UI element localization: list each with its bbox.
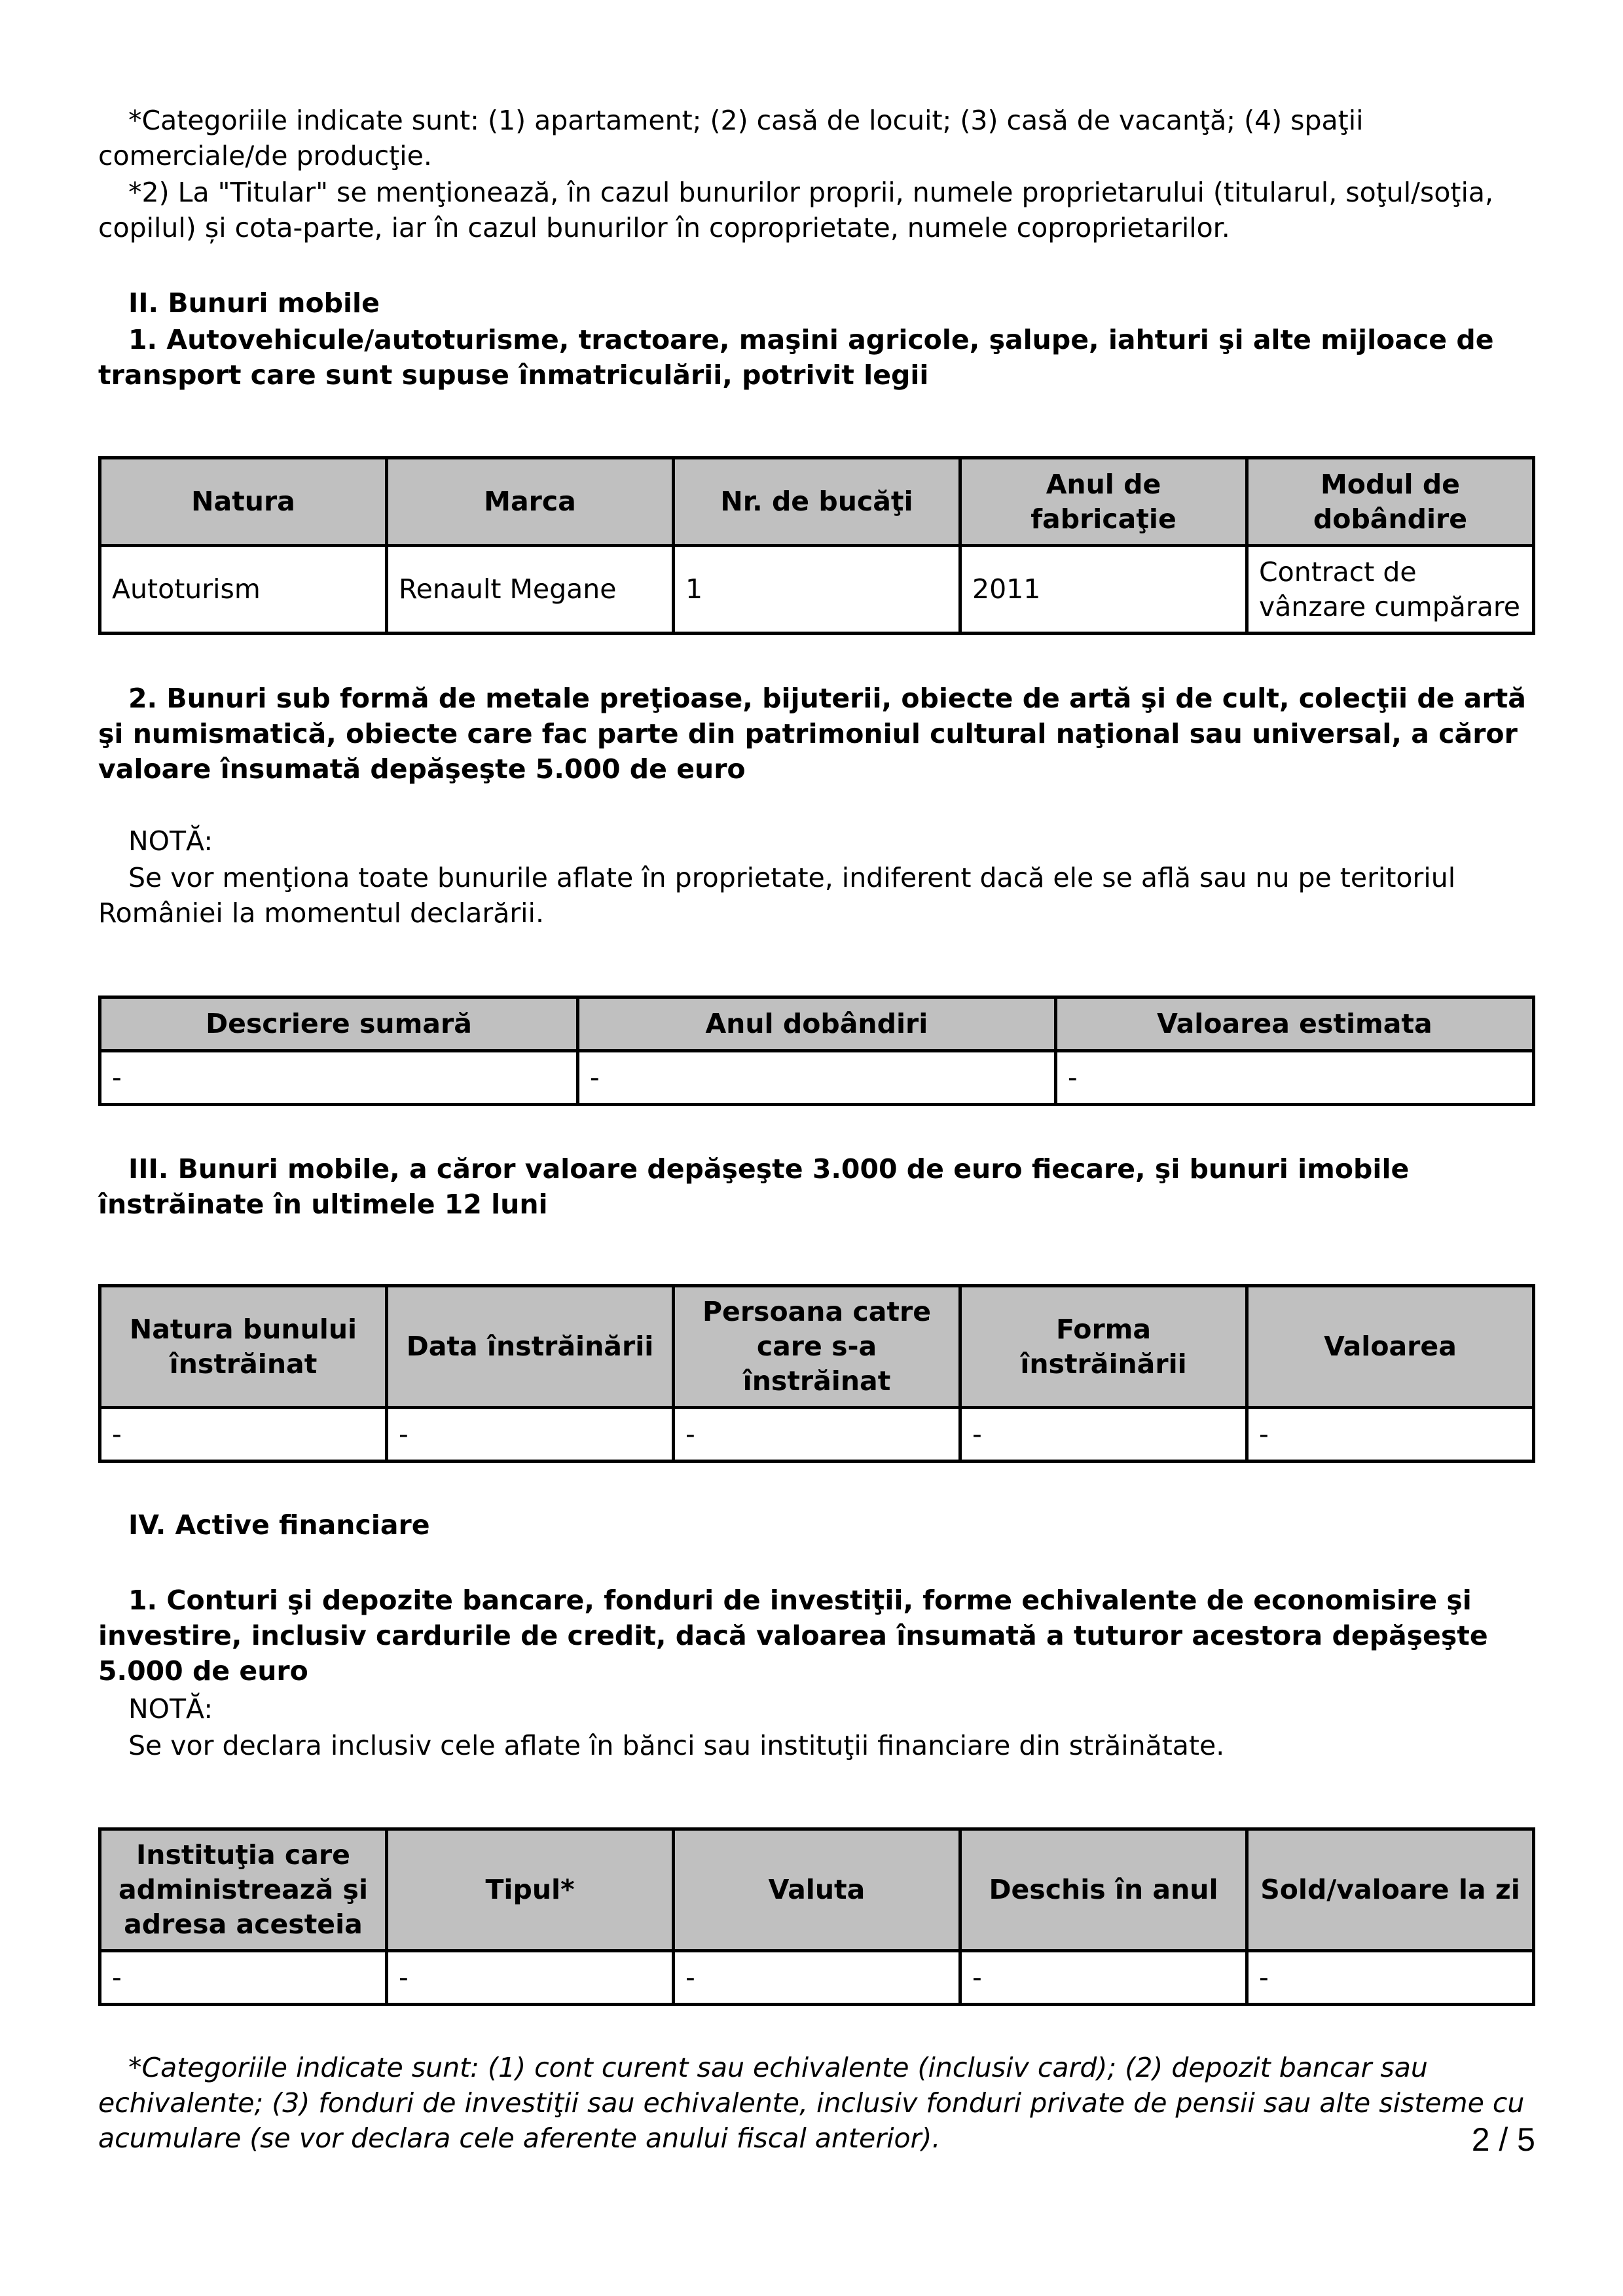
column-header: Anul de fabricaţie — [960, 458, 1247, 546]
valuables-table — [98, 996, 1535, 1106]
nota-text: Se vor menţiona toate bunurile aflate în proprietate, indiferent dacă ele se află sau nu pe teritoriul României la momentul declarării. — [98, 862, 1456, 929]
column-header: Anul dobândiri — [577, 997, 1055, 1051]
table-row — [100, 1051, 1534, 1105]
table-cell: 1 — [674, 546, 960, 634]
column-header: Data înstrăinării — [387, 1286, 674, 1408]
table-cell: - — [100, 1408, 387, 1462]
table-row — [100, 1951, 1534, 2005]
table-cell: - — [960, 1408, 1247, 1462]
alienated-goods-table — [98, 1284, 1535, 1463]
table-cell: Autoturism — [100, 546, 387, 634]
column-header: Valoarea — [1247, 1286, 1534, 1408]
table-cell: - — [674, 1951, 960, 2005]
column-header: Sold/valoare la zi — [1247, 1829, 1534, 1951]
column-header: Modul de dobândire — [1247, 458, 1534, 546]
column-header: Forma înstrăinării — [960, 1286, 1247, 1408]
section-iii-title: III. Bunuri mobile, a căror valoare depăşeşte 3.000 de euro fiecare, şi bunuri imobile înstrăinate în ultimele 12 luni — [98, 1153, 1410, 1220]
section-iv-title: IV. Active financiare — [128, 1509, 430, 1541]
column-header: Descriere sumară — [100, 997, 578, 1051]
section-ii-1-title: 1. Autovehicule/autoturisme, tractoare, maşini agricole, şalupe, iahturi şi alte mijloace de transport care sunt supuse înmatriculării, potrivit legii — [98, 324, 1494, 391]
table-cell: - — [387, 1951, 674, 2005]
column-header: Persoana catre care s-a înstrăinat — [674, 1286, 960, 1408]
table-header-row — [100, 1829, 1534, 1951]
table-header-row — [100, 458, 1534, 546]
column-header: Nr. de bucăţi — [674, 458, 960, 546]
table-cell: - — [100, 1051, 578, 1105]
table-cell: - — [1247, 1951, 1534, 2005]
column-header: Marca — [387, 458, 674, 546]
table-header-row — [100, 1286, 1534, 1408]
vehicles-table — [98, 456, 1535, 635]
section-ii-2-title: 2. Bunuri sub formă de metale preţioase, bijuterii, obiecte de artă şi de cult, colecţii de artă şi numismatică, obiecte care fac parte din patrimoniul cultural naţional sau universal, a căror valoare însumată depăşeşte 5.000 de euro — [98, 683, 1526, 785]
section-iv-1-title: 1. Conturi şi depozite bancare, fonduri de investiţii, forme echivalente de economisire şi investire, inclusiv cardurile de credit, dacă valoarea însumată a tuturor acestora depăşeşte 5.000 de euro — [98, 1585, 1488, 1687]
accounts-footnote: *Categoriile indicate sunt: (1) cont curent sau echivalente (inclusiv card); (2) depozit bancar sau echivalente; (3) fonduri de investiţii sau echivalente, inclusiv fonduri private de pensii sau alte sisteme cu acumulare (se vor declara cele aferente anului fiscal anterior). — [98, 2052, 1525, 2154]
table-row — [100, 546, 1534, 634]
bank-accounts-table — [98, 1827, 1535, 2006]
table-cell: - — [1247, 1408, 1534, 1462]
page-number: 2 / 5 — [1471, 2121, 1535, 2158]
table-cell: - — [674, 1408, 960, 1462]
table-cell: 2011 — [960, 546, 1247, 634]
table-cell: - — [100, 1951, 387, 2005]
column-header: Tipul* — [387, 1829, 674, 1951]
category-note: *Categoriile indicate sunt: (1) apartament; (2) casă de locuit; (3) casă de vacanţă; (4) spaţii comerciale/de producţie. — [98, 105, 1364, 171]
titular-note: *2) La "Titular" se menţionează, în cazul bunurilor proprii, numele proprietarului (titularul, soţul/soţia, copilul) și cota-parte, iar în cazul bunurilor în coproprietate, numele coproprietarilor. — [98, 177, 1494, 243]
column-header: Instituţia care administrează şi adresa acesteia — [100, 1829, 387, 1951]
table-cell: - — [577, 1051, 1055, 1105]
column-header: Natura bunului înstrăinat — [100, 1286, 387, 1408]
table-row — [100, 1408, 1534, 1462]
table-cell: Renault Megane — [387, 546, 674, 634]
nota-text: Se vor declara inclusiv cele aflate în bănci sau instituţii financiare din străinătate. — [128, 1730, 1225, 1761]
column-header: Valuta — [674, 1829, 960, 1951]
nota-label: NOTĂ: — [128, 825, 213, 857]
table-cell: Contract de vânzare cumpărare — [1247, 546, 1534, 634]
table-cell: - — [387, 1408, 674, 1462]
nota-label: NOTĂ: — [128, 1693, 213, 1725]
column-header: Natura — [100, 458, 387, 546]
table-cell: - — [1055, 1051, 1533, 1105]
table-cell: - — [960, 1951, 1247, 2005]
column-header: Deschis în anul — [960, 1829, 1247, 1951]
table-header-row — [100, 997, 1534, 1051]
section-ii-title: II. Bunuri mobile — [128, 287, 380, 319]
column-header: Valoarea estimata — [1055, 997, 1533, 1051]
